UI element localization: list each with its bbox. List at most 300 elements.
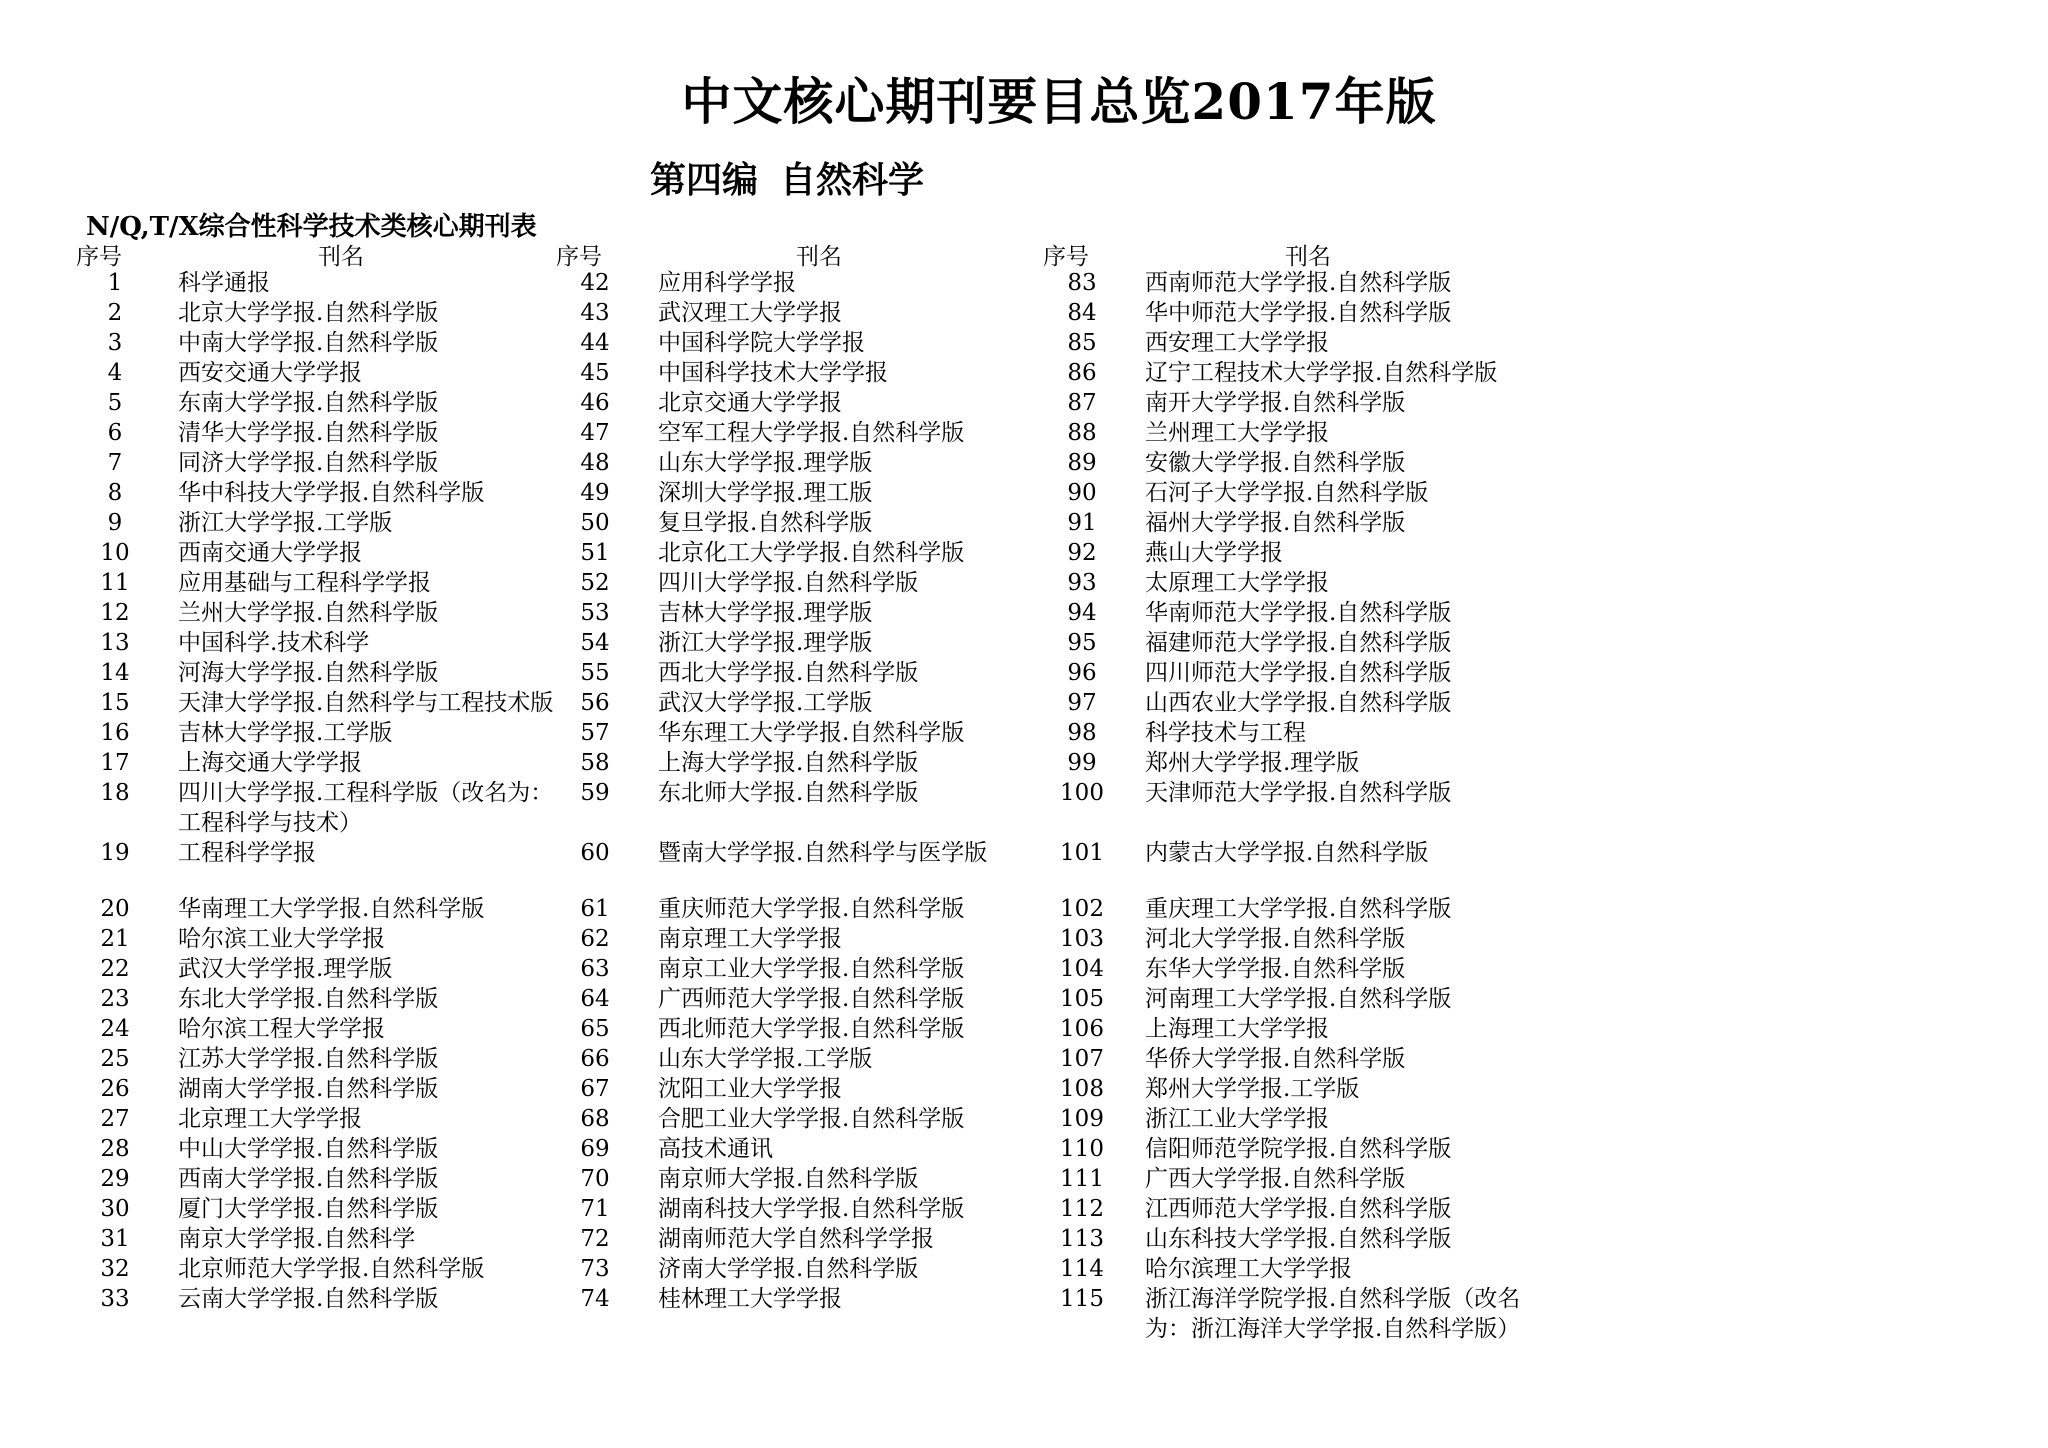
table-row — [1043, 688, 1523, 718]
journal-name: 工程科学学报 — [178, 840, 316, 866]
journal-name: 浙江大学学报.理学版 — [658, 630, 873, 656]
journal-name: 广西大学学报.自然科学版 — [1145, 1166, 1406, 1192]
row-number: 20 — [100, 896, 130, 922]
journal-name: 四川师范大学学报.自然科学版 — [1145, 660, 1452, 686]
journal-name: 南京理工大学学报 — [658, 926, 842, 952]
table-row — [1043, 748, 1523, 778]
table-row — [1043, 838, 1523, 894]
table-row — [76, 658, 556, 688]
journal-name: 暨南大学学报.自然科学与医学版 — [658, 840, 988, 866]
table-row — [556, 1134, 1036, 1164]
table-row — [1043, 568, 1523, 598]
row-number: 23 — [100, 986, 130, 1012]
header-num: 序号 — [556, 244, 602, 270]
journal-name: 中南大学学报.自然科学版 — [178, 330, 439, 356]
table-row — [76, 924, 556, 954]
journal-column-3 — [1043, 238, 1523, 1344]
table-row — [76, 1134, 556, 1164]
table-row — [556, 508, 1036, 538]
journal-name: 郑州大学学报.理学版 — [1145, 750, 1360, 776]
journal-name: 河北大学学报.自然科学版 — [1145, 926, 1406, 952]
table-row — [556, 628, 1036, 658]
journal-name: 西安理工大学学报 — [1145, 330, 1329, 356]
table-row — [1043, 1104, 1523, 1134]
journal-name: 内蒙古大学学报.自然科学版 — [1145, 840, 1429, 866]
row-number: 64 — [580, 986, 610, 1012]
row-number: 61 — [580, 896, 610, 922]
row-number: 59 — [580, 780, 610, 806]
journal-name: 华侨大学学报.自然科学版 — [1145, 1046, 1406, 1072]
row-number: 43 — [580, 300, 610, 326]
row-number: 74 — [580, 1286, 610, 1312]
journal-name: 同济大学学报.自然科学版 — [178, 450, 439, 476]
row-number: 21 — [100, 926, 130, 952]
row-number: 97 — [1067, 690, 1097, 716]
journal-name: 辽宁工程技术大学学报.自然科学版 — [1145, 360, 1498, 386]
table-row — [1043, 1284, 1523, 1344]
table-row — [76, 894, 556, 924]
journal-name: 山东大学学报.理学版 — [658, 450, 873, 476]
row-number: 102 — [1060, 896, 1104, 922]
journal-name: 湖南科技大学学报.自然科学版 — [658, 1196, 965, 1222]
table-row — [1043, 894, 1523, 924]
row-number: 113 — [1060, 1226, 1104, 1252]
journal-name: 北京大学学报.自然科学版 — [178, 300, 439, 326]
row-number: 90 — [1067, 480, 1097, 506]
table-row — [76, 478, 556, 508]
journal-name: 兰州大学学报.自然科学版 — [178, 600, 439, 626]
journal-name: 中国科学.技术科学 — [178, 630, 370, 656]
row-number: 96 — [1067, 660, 1097, 686]
row-number: 58 — [580, 750, 610, 776]
journal-name: 重庆师范大学学报.自然科学版 — [658, 896, 965, 922]
table-row — [556, 358, 1036, 388]
table-row — [76, 984, 556, 1014]
journal-name: 武汉大学学报.工学版 — [658, 690, 873, 716]
table-row — [556, 1044, 1036, 1074]
table-caption: N/Q,T/X综合性科学技术类核心期刊表 — [86, 212, 537, 242]
row-number: 87 — [1067, 390, 1097, 416]
table-row — [1043, 298, 1523, 328]
journal-name: 石河子大学学报.自然科学版 — [1145, 480, 1429, 506]
header-name: 刊名 — [796, 244, 842, 270]
row-number: 99 — [1067, 750, 1097, 776]
row-number: 103 — [1060, 926, 1104, 952]
table-row — [1043, 418, 1523, 448]
row-number: 24 — [100, 1016, 130, 1042]
row-number: 95 — [1067, 630, 1097, 656]
journal-name: 北京理工大学学报 — [178, 1106, 362, 1132]
journal-column-1 — [76, 238, 556, 1314]
journal-name: 华中师范大学学报.自然科学版 — [1145, 300, 1452, 326]
row-number: 2 — [107, 300, 123, 326]
table-row — [1043, 984, 1523, 1014]
row-number: 54 — [580, 630, 610, 656]
row-number: 100 — [1060, 780, 1104, 806]
table-row — [76, 1164, 556, 1194]
journal-name: 北京交通大学学报 — [658, 390, 842, 416]
table-row — [556, 984, 1036, 1014]
row-number: 3 — [107, 330, 123, 356]
journal-name: 华南理工大学学报.自然科学版 — [178, 896, 485, 922]
journal-name: 复旦学报.自然科学版 — [658, 510, 873, 536]
header-num: 序号 — [76, 244, 122, 270]
table-row — [556, 1074, 1036, 1104]
row-number: 69 — [580, 1136, 610, 1162]
table-row — [1043, 358, 1523, 388]
row-number: 29 — [100, 1166, 130, 1192]
journal-name: 桂林理工大学学报 — [658, 1286, 842, 1312]
table-row — [1043, 268, 1523, 298]
journal-name: 上海大学学报.自然科学版 — [658, 750, 919, 776]
journal-name: 河海大学学报.自然科学版 — [178, 660, 439, 686]
journal-name: 山东科技大学学报.自然科学版 — [1145, 1226, 1452, 1252]
table-row — [1043, 598, 1523, 628]
row-number: 98 — [1067, 720, 1097, 746]
journal-name: 郑州大学学报.工学版 — [1145, 1076, 1360, 1102]
table-row — [76, 448, 556, 478]
row-number: 72 — [580, 1226, 610, 1252]
row-number: 7 — [107, 450, 123, 476]
table-row — [76, 388, 556, 418]
table-row — [76, 268, 556, 298]
table-row — [1043, 1254, 1523, 1284]
table-row — [556, 718, 1036, 748]
table-row — [1043, 954, 1523, 984]
table-row — [76, 418, 556, 448]
journal-name: 吉林大学学报.理学版 — [658, 600, 873, 626]
journal-name: 深圳大学学报.理工版 — [658, 480, 873, 506]
table-row — [1043, 628, 1523, 658]
journal-name: 东华大学学报.自然科学版 — [1145, 956, 1406, 982]
row-number: 91 — [1067, 510, 1097, 536]
table-row — [1043, 924, 1523, 954]
row-number: 65 — [580, 1016, 610, 1042]
table-row — [76, 778, 556, 838]
journal-name: 天津师范大学学报.自然科学版 — [1145, 780, 1452, 806]
table-row — [76, 838, 556, 894]
table-row — [76, 568, 556, 598]
table-row — [556, 268, 1036, 298]
row-number: 85 — [1067, 330, 1097, 356]
journal-name: 哈尔滨工业大学学报 — [178, 926, 385, 952]
journal-name: 南开大学学报.自然科学版 — [1145, 390, 1406, 416]
table-row — [556, 1194, 1036, 1224]
table-row — [76, 328, 556, 358]
row-number: 11 — [100, 570, 130, 596]
journal-name: 浙江工业大学学报 — [1145, 1106, 1329, 1132]
journal-name: 安徽大学学报.自然科学版 — [1145, 450, 1406, 476]
journal-name: 南京师大学报.自然科学版 — [658, 1166, 919, 1192]
journal-name: 科学技术与工程 — [1145, 720, 1306, 746]
table-row — [76, 1224, 556, 1254]
journal-name: 武汉理工大学学报 — [658, 300, 842, 326]
section-number: 第四编 — [650, 159, 759, 201]
table-row — [76, 508, 556, 538]
table-row — [556, 658, 1036, 688]
journal-column-2 — [556, 238, 1036, 1314]
row-number: 106 — [1060, 1016, 1104, 1042]
row-number: 86 — [1067, 360, 1097, 386]
journal-name: 中山大学学报.自然科学版 — [178, 1136, 439, 1162]
row-number: 4 — [107, 360, 123, 386]
row-number: 14 — [100, 660, 130, 686]
table-row — [76, 358, 556, 388]
row-number: 112 — [1060, 1196, 1104, 1222]
row-number: 70 — [580, 1166, 610, 1192]
journal-name: 华东理工大学学报.自然科学版 — [658, 720, 965, 746]
row-number: 46 — [580, 390, 610, 416]
table-row — [556, 1104, 1036, 1134]
table-row — [76, 298, 556, 328]
row-number: 26 — [100, 1076, 130, 1102]
table-row — [76, 628, 556, 658]
page-title: 中文核心期刊要目总览2017年版 — [681, 72, 1437, 131]
journal-name: 湖南大学学报.自然科学版 — [178, 1076, 439, 1102]
table-row — [1043, 778, 1523, 838]
column-header — [556, 238, 1036, 268]
table-row — [556, 894, 1036, 924]
table-row — [556, 298, 1036, 328]
table-row — [76, 1284, 556, 1314]
table-row — [556, 478, 1036, 508]
table-row — [556, 538, 1036, 568]
journal-name: 西南师范大学学报.自然科学版 — [1145, 270, 1452, 296]
table-row — [556, 1164, 1036, 1194]
row-number: 30 — [100, 1196, 130, 1222]
row-number: 9 — [107, 510, 123, 536]
journal-name: 四川大学学报.工程科学版（改名为：工程科学与技术） — [178, 780, 554, 836]
row-number: 25 — [100, 1046, 130, 1072]
journal-name: 四川大学学报.自然科学版 — [658, 570, 919, 596]
journal-name: 空军工程大学学报.自然科学版 — [658, 420, 965, 446]
journal-name: 华南师范大学学报.自然科学版 — [1145, 600, 1452, 626]
table-row — [556, 838, 1036, 894]
journal-name: 合肥工业大学学报.自然科学版 — [658, 1106, 965, 1132]
table-row — [556, 598, 1036, 628]
journal-name: 东北大学学报.自然科学版 — [178, 986, 439, 1012]
journal-name: 华中科技大学学报.自然科学版 — [178, 480, 485, 506]
row-number: 111 — [1060, 1166, 1104, 1192]
journal-name: 中国科学技术大学学报 — [658, 360, 888, 386]
journal-name: 武汉大学学报.理学版 — [178, 956, 393, 982]
row-number: 8 — [107, 480, 123, 506]
row-number: 52 — [580, 570, 610, 596]
section-heading — [650, 152, 924, 203]
table-row — [556, 388, 1036, 418]
section-name: 自然科学 — [780, 159, 925, 201]
table-row — [76, 718, 556, 748]
table-row — [1043, 538, 1523, 568]
row-number: 42 — [580, 270, 610, 296]
row-number: 6 — [107, 420, 123, 446]
journal-name: 南京工业大学学报.自然科学版 — [658, 956, 965, 982]
journal-name: 沈阳工业大学学报 — [658, 1076, 842, 1102]
row-number: 107 — [1060, 1046, 1104, 1072]
table-row — [1043, 1134, 1523, 1164]
row-number: 44 — [580, 330, 610, 356]
journal-name: 广西师范大学学报.自然科学版 — [658, 986, 965, 1012]
row-number: 45 — [580, 360, 610, 386]
table-row — [76, 1254, 556, 1284]
row-number: 13 — [100, 630, 130, 656]
table-row — [1043, 388, 1523, 418]
row-number: 89 — [1067, 450, 1097, 476]
table-row — [1043, 1014, 1523, 1044]
table-row — [556, 418, 1036, 448]
row-number: 101 — [1060, 840, 1104, 866]
journal-name: 信阳师范学院学报.自然科学版 — [1145, 1136, 1452, 1162]
journal-name: 哈尔滨工程大学学报 — [178, 1016, 385, 1042]
journal-name: 江西师范大学学报.自然科学版 — [1145, 1196, 1452, 1222]
row-number: 5 — [107, 390, 123, 416]
header-name: 刊名 — [1285, 244, 1331, 270]
journal-name: 中国科学院大学学报 — [658, 330, 865, 356]
row-number: 114 — [1060, 1256, 1104, 1282]
journal-name: 山西农业大学学报.自然科学版 — [1145, 690, 1452, 716]
journal-name: 天津大学学报.自然科学与工程技术版 — [178, 690, 554, 716]
journal-name: 东南大学学报.自然科学版 — [178, 390, 439, 416]
column-header — [76, 238, 556, 268]
row-number: 50 — [580, 510, 610, 536]
row-number: 56 — [580, 690, 610, 716]
journal-name: 西北师范大学学报.自然科学版 — [658, 1016, 965, 1042]
row-number: 62 — [580, 926, 610, 952]
journal-name: 上海理工大学学报 — [1145, 1016, 1329, 1042]
row-number: 115 — [1060, 1286, 1104, 1312]
table-row — [556, 328, 1036, 358]
journal-name: 应用基础与工程科学学报 — [178, 570, 431, 596]
journal-name: 西北大学学报.自然科学版 — [658, 660, 919, 686]
table-row — [76, 1014, 556, 1044]
table-row — [76, 954, 556, 984]
row-number: 19 — [100, 840, 130, 866]
journal-name: 北京师范大学学报.自然科学版 — [178, 1256, 485, 1282]
row-number: 28 — [100, 1136, 130, 1162]
row-number: 32 — [100, 1256, 130, 1282]
row-number: 17 — [100, 750, 130, 776]
table-row — [1043, 1224, 1523, 1254]
journal-name: 重庆理工大学学报.自然科学版 — [1145, 896, 1452, 922]
journal-name: 太原理工大学学报 — [1145, 570, 1329, 596]
row-number: 109 — [1060, 1106, 1104, 1132]
journal-name: 湖南师范大学自然科学学报 — [658, 1226, 934, 1252]
table-row — [1043, 328, 1523, 358]
journal-list — [1043, 268, 1523, 1344]
row-number: 27 — [100, 1106, 130, 1132]
row-number: 94 — [1067, 600, 1097, 626]
journal-name: 兰州理工大学学报 — [1145, 420, 1329, 446]
row-number: 92 — [1067, 540, 1097, 566]
row-number: 57 — [580, 720, 610, 746]
table-row — [76, 748, 556, 778]
row-number: 73 — [580, 1256, 610, 1282]
table-row — [1043, 1074, 1523, 1104]
table-row — [556, 954, 1036, 984]
table-row — [556, 688, 1036, 718]
table-row — [1043, 1044, 1523, 1074]
header-name: 刊名 — [318, 244, 364, 270]
row-number: 33 — [100, 1286, 130, 1312]
table-row — [556, 1284, 1036, 1314]
table-row — [1043, 508, 1523, 538]
journal-name: 上海交通大学学报 — [178, 750, 362, 776]
journal-name: 浙江大学学报.工学版 — [178, 510, 393, 536]
journal-name: 清华大学学报.自然科学版 — [178, 420, 439, 446]
journal-list — [556, 268, 1036, 1314]
row-number: 68 — [580, 1106, 610, 1132]
table-row — [76, 538, 556, 568]
table-row — [1043, 448, 1523, 478]
journal-name: 云南大学学报.自然科学版 — [178, 1286, 439, 1312]
journal-name: 哈尔滨理工大学学报 — [1145, 1256, 1352, 1282]
row-number: 16 — [100, 720, 130, 746]
journal-name: 高技术通讯 — [658, 1136, 773, 1162]
journal-name: 福建师范大学学报.自然科学版 — [1145, 630, 1452, 656]
row-number: 84 — [1067, 300, 1097, 326]
journal-name: 江苏大学学报.自然科学版 — [178, 1046, 439, 1072]
table-row — [76, 1194, 556, 1224]
row-number: 18 — [100, 780, 130, 806]
row-number: 93 — [1067, 570, 1097, 596]
row-number: 12 — [100, 600, 130, 626]
row-number: 53 — [580, 600, 610, 626]
journal-name: 厦门大学学报.自然科学版 — [178, 1196, 439, 1222]
journal-name: 应用科学学报 — [658, 270, 796, 296]
journal-name: 西南大学学报.自然科学版 — [178, 1166, 439, 1192]
table-row — [76, 598, 556, 628]
row-number: 31 — [100, 1226, 130, 1252]
row-number: 47 — [580, 420, 610, 446]
row-number: 22 — [100, 956, 130, 982]
journal-name: 南京大学学报.自然科学 — [178, 1226, 416, 1252]
row-number: 51 — [580, 540, 610, 566]
row-number: 60 — [580, 840, 610, 866]
row-number: 48 — [580, 450, 610, 476]
table-row — [556, 448, 1036, 478]
journal-name: 吉林大学学报.工学版 — [178, 720, 393, 746]
journal-list — [76, 268, 556, 1314]
row-number: 15 — [100, 690, 130, 716]
row-number: 49 — [580, 480, 610, 506]
table-row — [556, 748, 1036, 778]
journal-name: 东北师大学报.自然科学版 — [658, 780, 919, 806]
row-number: 1 — [107, 270, 123, 296]
table-row — [1043, 718, 1523, 748]
table-row — [1043, 658, 1523, 688]
table-row — [556, 1014, 1036, 1044]
journal-name: 燕山大学学报 — [1145, 540, 1283, 566]
row-number: 63 — [580, 956, 610, 982]
table-row — [556, 1224, 1036, 1254]
row-number: 67 — [580, 1076, 610, 1102]
row-number: 104 — [1060, 956, 1104, 982]
journal-name: 西南交通大学学报 — [178, 540, 362, 566]
row-number: 10 — [100, 540, 130, 566]
journal-name: 浙江海洋学院学报.自然科学版（改名为：浙江海洋大学学报.自然科学版） — [1145, 1286, 1521, 1342]
table-row — [556, 778, 1036, 838]
journal-name: 西安交通大学学报 — [178, 360, 362, 386]
row-number: 66 — [580, 1046, 610, 1072]
row-number: 88 — [1067, 420, 1097, 446]
journal-name: 山东大学学报.工学版 — [658, 1046, 873, 1072]
column-header — [1043, 238, 1523, 268]
table-row — [1043, 1194, 1523, 1224]
journal-name: 河南理工大学学报.自然科学版 — [1145, 986, 1452, 1012]
table-row — [556, 1254, 1036, 1284]
table-row — [76, 1044, 556, 1074]
row-number: 105 — [1060, 986, 1104, 1012]
